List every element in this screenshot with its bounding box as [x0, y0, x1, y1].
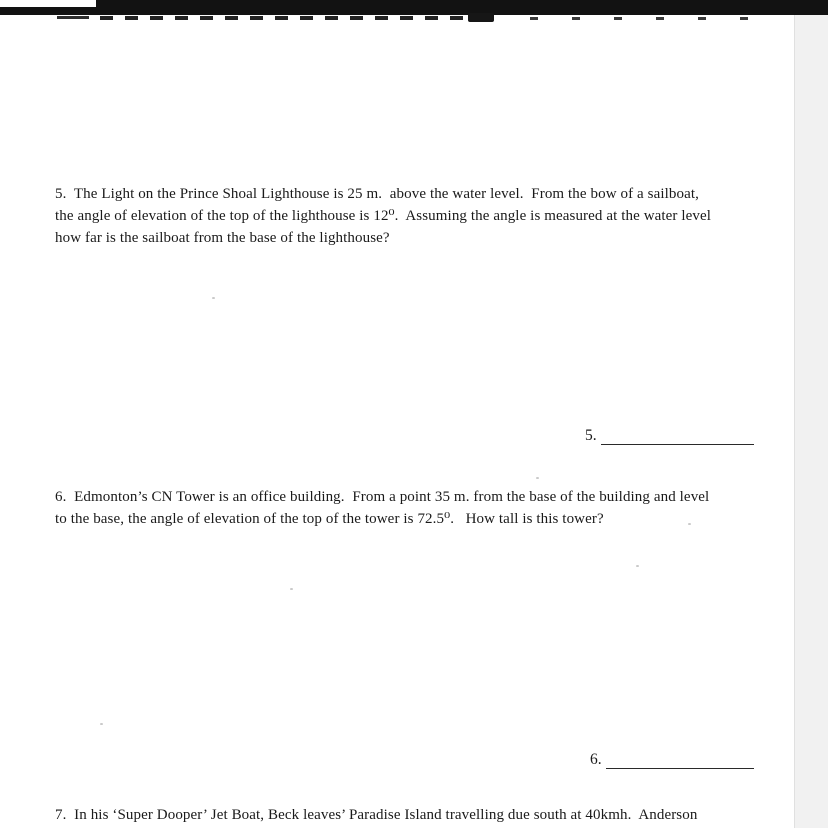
answer-line-5	[601, 428, 754, 445]
scan-page-right-edge	[794, 15, 828, 828]
question-6-line-2: to the base, the angle of elevation of the top of the tower is 72.5⁰. How tall is this tower?	[55, 511, 604, 527]
question-5-line-2: the angle of elevation of the top of the lighthouse is 12⁰. Assuming the angle is measured at the water level	[55, 208, 712, 224]
question-5-line-1: 5. The Light on the Prince Shoal Lighthouse is 25 m. above the water level. From the bow of a sailboat,	[55, 186, 699, 202]
scan-noise-dot	[536, 477, 539, 479]
scan-artifact-dash	[57, 16, 89, 19]
question-6-line-1: 6. Edmonton’s CN Tower is an office building. From a point 35 m. from the base of the building and level	[55, 489, 710, 505]
answer-line-6	[606, 752, 754, 769]
question-7-line-1: 7. In his ‘Super Dooper’ Jet Boat, Beck leaves’ Paradise Island travelling due south at 40kmh. Anderson	[55, 807, 698, 823]
answer-label-5: 5.	[585, 427, 597, 444]
scan-noise-dot	[636, 565, 639, 567]
scan-artifact-white-notch	[0, 0, 96, 7]
question-5-line-3: how far is the sailboat from the base of the lighthouse?	[55, 230, 390, 246]
answer-label-6: 6.	[590, 751, 602, 768]
question-7	[55, 804, 697, 826]
scan-noise-dot	[212, 297, 215, 299]
answer-blank-5	[585, 427, 754, 445]
question-6	[55, 486, 709, 530]
scan-noise-dot	[290, 588, 293, 590]
scan-artifact-dashes	[100, 16, 492, 20]
scan-artifact-top-bar	[0, 0, 828, 15]
scan-artifact-dashes	[530, 17, 770, 20]
question-5	[55, 183, 711, 249]
scan-noise-dot	[100, 723, 103, 725]
answer-blank-6	[590, 751, 754, 769]
scan-artifact-blob	[468, 13, 494, 22]
